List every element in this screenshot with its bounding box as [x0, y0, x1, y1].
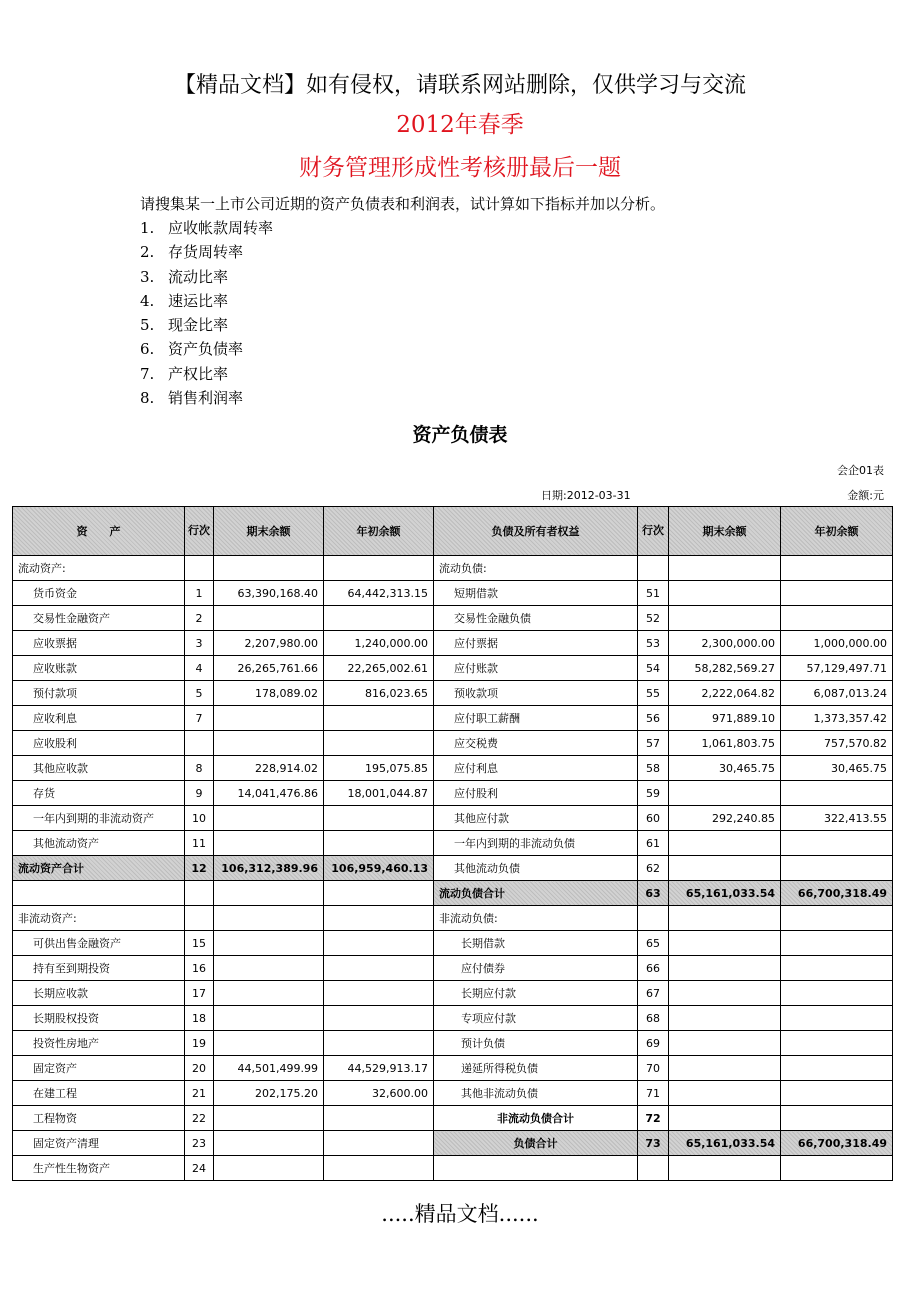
- table-cell: 20: [185, 1056, 214, 1081]
- table-cell: [781, 956, 893, 981]
- item-number: 1.: [140, 219, 155, 237]
- table-cell: 长期股权投资: [13, 1006, 185, 1031]
- table-cell: [214, 606, 324, 631]
- table-cell: 存货: [13, 781, 185, 806]
- table-cell: 64,442,313.15: [324, 581, 434, 606]
- table-cell: 24: [185, 1156, 214, 1181]
- table-cell: [781, 1056, 893, 1081]
- item-text: 销售利润率: [168, 389, 244, 408]
- footer: .....精品文档......: [381, 1202, 539, 1226]
- table-cell: 17: [185, 981, 214, 1006]
- table-cell: [324, 731, 434, 756]
- table-body: [13, 556, 893, 1181]
- table-cell: [781, 581, 893, 606]
- table-cell: 应收股利: [13, 731, 185, 756]
- table-cell: 非流动资产:: [13, 906, 185, 931]
- table-cell: 32,600.00: [324, 1081, 434, 1106]
- table-cell: 固定资产: [13, 1056, 185, 1081]
- table-cell: 66: [638, 956, 669, 981]
- table-cell: 62: [638, 856, 669, 881]
- table-cell: [214, 906, 324, 931]
- item-text: 速运比率: [168, 291, 229, 310]
- table-cell: [781, 906, 893, 931]
- item-text: 产权比率: [168, 364, 229, 383]
- table-cell: [324, 1031, 434, 1056]
- table-cell: [214, 1031, 324, 1056]
- table-cell: 106,312,389.96: [214, 856, 324, 881]
- table-cell: 292,240.85: [669, 806, 781, 831]
- table-cell: [214, 931, 324, 956]
- table-cell: 非流动负债:: [434, 906, 638, 931]
- col-header: 期末余额: [214, 507, 324, 556]
- table-cell: [214, 831, 324, 856]
- table-cell: 72: [638, 1106, 669, 1131]
- table-cell: 其他流动负债: [434, 856, 638, 881]
- table-cell: 非流动负债合计: [434, 1106, 638, 1131]
- table-cell: 322,413.55: [781, 806, 893, 831]
- table-cell: [185, 881, 214, 906]
- indicator-item: [140, 337, 273, 361]
- table-cell: [669, 1056, 781, 1081]
- table-row: [13, 1156, 893, 1181]
- table-cell: 44,501,499.99: [214, 1056, 324, 1081]
- table-row: [13, 781, 893, 806]
- table-cell: 1: [185, 581, 214, 606]
- table-cell: [781, 1006, 893, 1031]
- balance-sheet-table: [12, 506, 893, 1181]
- col-header: 年初余额: [781, 507, 893, 556]
- table-cell: 流动负债合计: [434, 881, 638, 906]
- table-cell: 54: [638, 656, 669, 681]
- table-cell: 8: [185, 756, 214, 781]
- table-cell: [669, 981, 781, 1006]
- table-cell: 57: [638, 731, 669, 756]
- table-cell: 971,889.10: [669, 706, 781, 731]
- table-cell: 63: [638, 881, 669, 906]
- table-cell: 1,061,803.75: [669, 731, 781, 756]
- table-cell: 3: [185, 631, 214, 656]
- table-cell: 应收账款: [13, 656, 185, 681]
- table-cell: 2,300,000.00: [669, 631, 781, 656]
- table-cell: 在建工程: [13, 1081, 185, 1106]
- table-cell: [324, 906, 434, 931]
- col-header: 行次: [185, 507, 214, 556]
- table-cell: [669, 1156, 781, 1181]
- table-cell: 一年内到期的非流动资产: [13, 806, 185, 831]
- table-cell: 21: [185, 1081, 214, 1106]
- item-number: 2.: [140, 243, 155, 262]
- item-text: 应收帐款周转率: [168, 219, 274, 237]
- sheet-title: 资产负债表: [412, 424, 508, 446]
- table-cell: [638, 906, 669, 931]
- table-cell: 1,373,357.42: [781, 706, 893, 731]
- table-cell: [214, 731, 324, 756]
- table-cell: 持有至到期投资: [13, 956, 185, 981]
- table-cell: 16: [185, 956, 214, 981]
- table-row: [13, 706, 893, 731]
- table-cell: [669, 1006, 781, 1031]
- table-cell: 应付利息: [434, 756, 638, 781]
- table-cell: [324, 1131, 434, 1156]
- indicator-item: [140, 289, 273, 313]
- table-cell: 应收票据: [13, 631, 185, 656]
- indicator-item: [140, 313, 273, 337]
- table-cell: 应收利息: [13, 706, 185, 731]
- table-cell: 递延所得税负债: [434, 1056, 638, 1081]
- table-cell: 2,207,980.00: [214, 631, 324, 656]
- table-row: [13, 1131, 893, 1156]
- table-cell: 10: [185, 806, 214, 831]
- col-header: 期末余额: [669, 507, 781, 556]
- table-cell: [669, 831, 781, 856]
- table-cell: [781, 1081, 893, 1106]
- table-cell: 22: [185, 1106, 214, 1131]
- table-cell: [324, 881, 434, 906]
- title-line2: 财务管理形成性考核册最后一题: [299, 155, 621, 181]
- table-cell: 202,175.20: [214, 1081, 324, 1106]
- table-row: [13, 731, 893, 756]
- table-cell: [214, 881, 324, 906]
- table-row: [13, 1106, 893, 1131]
- table-cell: 56: [638, 706, 669, 731]
- table-cell: [324, 606, 434, 631]
- table-cell: [669, 1106, 781, 1131]
- table-cell: [669, 931, 781, 956]
- table-cell: 66,700,318.49: [781, 881, 893, 906]
- table-cell: 73: [638, 1131, 669, 1156]
- table-row: [13, 556, 893, 581]
- table-cell: [324, 806, 434, 831]
- table-cell: [324, 956, 434, 981]
- table-cell: [214, 1006, 324, 1031]
- table-cell: 59: [638, 781, 669, 806]
- table-cell: 65,161,033.54: [669, 881, 781, 906]
- col-header: 资 产: [13, 507, 185, 556]
- table-cell: [324, 556, 434, 581]
- indicator-item: [140, 240, 273, 264]
- table-cell: 负债合计: [434, 1131, 638, 1156]
- report-date: 日期:2012-03-31: [541, 489, 631, 502]
- table-cell: [781, 856, 893, 881]
- table-cell: 30,465.75: [669, 756, 781, 781]
- table-cell: 1,000,000.00: [781, 631, 893, 656]
- table-cell: 短期借款: [434, 581, 638, 606]
- title-line1: 2012年春季: [396, 112, 524, 138]
- table-cell: 应付股利: [434, 781, 638, 806]
- table-cell: 195,075.85: [324, 756, 434, 781]
- table-cell: 14,041,476.86: [214, 781, 324, 806]
- table-cell: [669, 1031, 781, 1056]
- table-cell: 67: [638, 981, 669, 1006]
- form-code: 会企01表: [837, 464, 884, 477]
- table-cell: 专项应付款: [434, 1006, 638, 1031]
- table-cell: [324, 1156, 434, 1181]
- table-cell: [669, 556, 781, 581]
- table-row: [13, 906, 893, 931]
- table-cell: [324, 1106, 434, 1131]
- table-cell: 长期应收款: [13, 981, 185, 1006]
- table-cell: 流动资产:: [13, 556, 185, 581]
- table-cell: [324, 1006, 434, 1031]
- item-number: 8.: [140, 389, 155, 408]
- table-cell: 2: [185, 606, 214, 631]
- table-cell: 63,390,168.40: [214, 581, 324, 606]
- table-row: [13, 606, 893, 631]
- table-cell: 26,265,761.66: [214, 656, 324, 681]
- table-cell: 应付债券: [434, 956, 638, 981]
- table-cell: 69: [638, 1031, 669, 1056]
- table-cell: 其他应付款: [434, 806, 638, 831]
- indicator-item: [140, 216, 273, 240]
- table-cell: 65: [638, 931, 669, 956]
- table-cell: 交易性金融负债: [434, 606, 638, 631]
- table-cell: 生产性生物资产: [13, 1156, 185, 1181]
- table-row: [13, 681, 893, 706]
- table-cell: [669, 1081, 781, 1106]
- table-cell: 工程物资: [13, 1106, 185, 1131]
- table-row: [13, 581, 893, 606]
- table-cell: 其他非流动负债: [434, 1081, 638, 1106]
- table-header-row: [13, 507, 893, 556]
- table-cell: [434, 1156, 638, 1181]
- table-cell: 58: [638, 756, 669, 781]
- table-cell: 58,282,569.27: [669, 656, 781, 681]
- table-cell: [214, 1131, 324, 1156]
- table-cell: 流动资产合计: [13, 856, 185, 881]
- table-cell: [214, 706, 324, 731]
- table-cell: 106,959,460.13: [324, 856, 434, 881]
- col-header: 年初余额: [324, 507, 434, 556]
- table-cell: 7: [185, 706, 214, 731]
- indicator-list: [140, 216, 273, 410]
- table-cell: 预付款项: [13, 681, 185, 706]
- table-cell: [638, 556, 669, 581]
- table-cell: 流动负债:: [434, 556, 638, 581]
- table-cell: 固定资产清理: [13, 1131, 185, 1156]
- table-cell: 65,161,033.54: [669, 1131, 781, 1156]
- table-cell: [781, 1031, 893, 1056]
- col-header: 行次: [638, 507, 669, 556]
- table-cell: 57,129,497.71: [781, 656, 893, 681]
- table-cell: [214, 1106, 324, 1131]
- table-cell: 应交税费: [434, 731, 638, 756]
- table-cell: 15: [185, 931, 214, 956]
- table-cell: 12: [185, 856, 214, 881]
- table-cell: 68: [638, 1006, 669, 1031]
- table-cell: 71: [638, 1081, 669, 1106]
- table-cell: 货币资金: [13, 581, 185, 606]
- intro-text: 请搜集某一上市公司近期的资产负债表和利润表，试计算如下指标并加以分析。: [140, 195, 666, 213]
- table-cell: 应付票据: [434, 631, 638, 656]
- table-cell: 51: [638, 581, 669, 606]
- table-cell: [185, 906, 214, 931]
- indicator-item: [140, 362, 273, 386]
- amount-unit: 金额:元: [847, 489, 884, 502]
- table-row: [13, 956, 893, 981]
- table-cell: 66,700,318.49: [781, 1131, 893, 1156]
- table-cell: [781, 606, 893, 631]
- table-cell: 11: [185, 831, 214, 856]
- table-cell: 61: [638, 831, 669, 856]
- table-cell: 交易性金融资产: [13, 606, 185, 631]
- table-cell: 23: [185, 1131, 214, 1156]
- table-cell: [781, 1106, 893, 1131]
- table-cell: 816,023.65: [324, 681, 434, 706]
- table-row: [13, 1031, 893, 1056]
- table-cell: 178,089.02: [214, 681, 324, 706]
- table-cell: 长期借款: [434, 931, 638, 956]
- item-number: 6.: [140, 340, 155, 359]
- table-cell: [781, 981, 893, 1006]
- table-cell: [214, 956, 324, 981]
- table-cell: [669, 906, 781, 931]
- table-cell: 44,529,913.17: [324, 1056, 434, 1081]
- table-cell: [669, 606, 781, 631]
- item-number: 4.: [140, 291, 155, 310]
- table-cell: 5: [185, 681, 214, 706]
- table-cell: [214, 981, 324, 1006]
- item-number: 7.: [140, 364, 155, 383]
- table-cell: [781, 556, 893, 581]
- table-cell: 应付职工薪酬: [434, 706, 638, 731]
- table-cell: [781, 931, 893, 956]
- table-cell: [324, 931, 434, 956]
- col-header: 负债及所有者权益: [434, 507, 638, 556]
- table-cell: 其他流动资产: [13, 831, 185, 856]
- table-cell: 投资性房地产: [13, 1031, 185, 1056]
- table-cell: 2,222,064.82: [669, 681, 781, 706]
- table-cell: 18: [185, 1006, 214, 1031]
- table-cell: 52: [638, 606, 669, 631]
- table-cell: 55: [638, 681, 669, 706]
- table-cell: 长期应付款: [434, 981, 638, 1006]
- table-cell: [669, 856, 781, 881]
- table-row: [13, 631, 893, 656]
- table-cell: 预计负债: [434, 1031, 638, 1056]
- table-cell: 可供出售金融资产: [13, 931, 185, 956]
- table-cell: [781, 831, 893, 856]
- table-row: [13, 1081, 893, 1106]
- table-cell: 应付账款: [434, 656, 638, 681]
- table-cell: 53: [638, 631, 669, 656]
- table-cell: 757,570.82: [781, 731, 893, 756]
- table-cell: 30,465.75: [781, 756, 893, 781]
- item-number: 3.: [140, 267, 155, 286]
- table-cell: 9: [185, 781, 214, 806]
- table-cell: [214, 556, 324, 581]
- table-cell: 4: [185, 656, 214, 681]
- table-cell: 19: [185, 1031, 214, 1056]
- table-cell: [185, 731, 214, 756]
- table-cell: 6,087,013.24: [781, 681, 893, 706]
- table-row: [13, 1056, 893, 1081]
- table-cell: 70: [638, 1056, 669, 1081]
- table-row: [13, 806, 893, 831]
- table-row: [13, 831, 893, 856]
- item-text: 存货周转率: [168, 243, 244, 262]
- table-row: [13, 981, 893, 1006]
- table-row: [13, 856, 893, 881]
- table-cell: 1,240,000.00: [324, 631, 434, 656]
- table-cell: [324, 831, 434, 856]
- table-cell: [324, 706, 434, 731]
- table-cell: 一年内到期的非流动负债: [434, 831, 638, 856]
- table-row: [13, 756, 893, 781]
- table-cell: 其他应收款: [13, 756, 185, 781]
- table-row: [13, 931, 893, 956]
- table-cell: 60: [638, 806, 669, 831]
- table-cell: [781, 781, 893, 806]
- table-cell: [669, 581, 781, 606]
- table-cell: 228,914.02: [214, 756, 324, 781]
- table-cell: 22,265,002.61: [324, 656, 434, 681]
- table-cell: [669, 956, 781, 981]
- table-row: [13, 656, 893, 681]
- table-cell: [324, 981, 434, 1006]
- indicator-item: [140, 265, 273, 289]
- table-cell: [669, 781, 781, 806]
- table-cell: [214, 806, 324, 831]
- banner: 【精品文档】如有侵权，请联系网站删除，仅供学习与交流: [173, 73, 746, 98]
- table-cell: [214, 1156, 324, 1181]
- indicator-item: [140, 386, 273, 410]
- item-number: 5.: [140, 316, 155, 335]
- table-cell: [781, 1156, 893, 1181]
- item-text: 现金比率: [168, 316, 229, 335]
- table-row: [13, 881, 893, 906]
- item-text: 流动比率: [168, 267, 229, 286]
- table-cell: 预收款项: [434, 681, 638, 706]
- table-cell: [185, 556, 214, 581]
- table-row: [13, 1006, 893, 1031]
- table-cell: [638, 1156, 669, 1181]
- item-text: 资产负债率: [168, 340, 244, 359]
- table-cell: 18,001,044.87: [324, 781, 434, 806]
- table-cell: [13, 881, 185, 906]
